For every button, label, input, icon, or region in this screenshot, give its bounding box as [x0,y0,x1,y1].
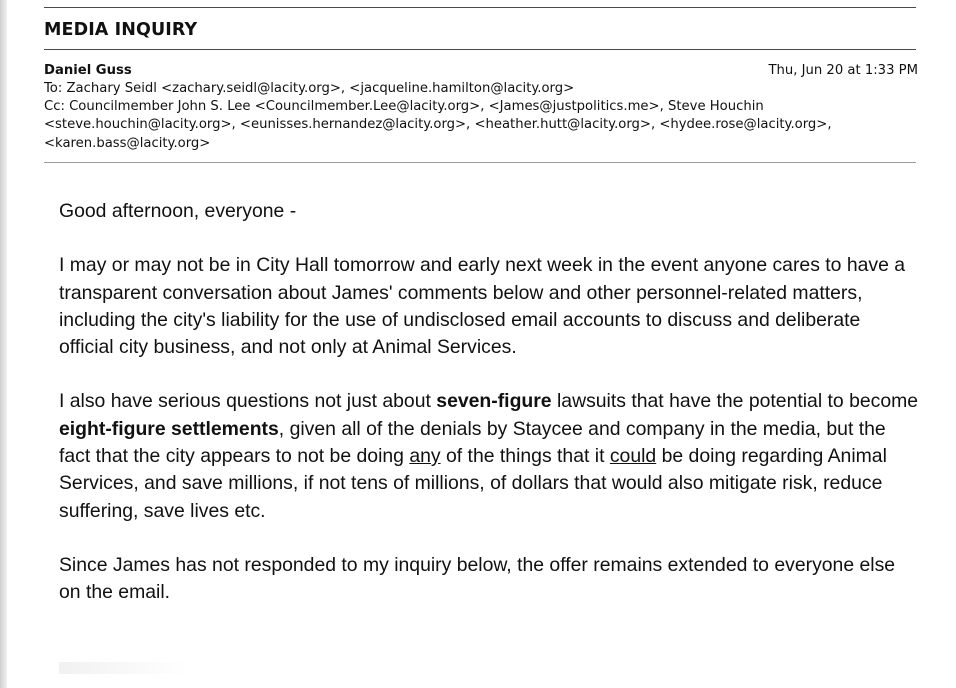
p2-text-4: of the things that it [440,445,610,468]
from-line [44,62,918,80]
subject-divider [44,49,916,50]
greeting: Good afternoon, everyone - [59,200,297,222]
email-body [59,198,919,634]
p2-text-2: lawsuits that have the potential to become [551,390,919,413]
p2-underline-2: could [609,445,657,468]
p2-text-5: be doing regarding Animal Services, and save millions, if not tens of millions, of dollars that would also mitigate risk, reduce suffering, save lives etc. [59,445,887,522]
email-subject: MEDIA INQUIRY [44,20,198,40]
p2-text-1: I also have serious questions not just about [59,390,437,413]
p2-text-3: , given all of the denials by Staycee and company in the media, but the fact that the city appears to not be doing [59,417,886,468]
email-header [44,62,918,153]
p2-bold-1: seven-figure [436,390,552,413]
cc-line-1: Cc: Councilmember John S. Lee <Councilmember.Lee@lacity.org>, <James@justpolitics.me>, Steve Houchin [44,99,764,115]
page-shadow-edge [0,0,7,688]
top-divider [44,7,916,8]
sender-name: Daniel Guss [44,63,132,78]
cropped-text-remnant [59,662,189,674]
paragraph-3: Since James has not responded to my inquiry below, the offer remains extended to everyone else on the email. [59,553,896,604]
sent-date: Thu, Jun 20 at 1:33 PM [768,63,918,78]
p2-bold-2: eight-figure settlements [59,417,279,440]
to-line: To: Zachary Seidl <zachary.seidl@lacity.org>, <jacqueline.hamilton@lacity.org> [44,81,575,96]
cc-line-3: <karen.bass@lacity.org> [44,135,211,151]
paragraph-2 [59,388,919,524]
paragraph-1: I may or may not be in City Hall tomorrow and early next week in the event anyone cares to have a transparent conversation about James' comments below and other personnel-related matters, including the city's liability for the use of undisclosed email accounts to discuss and deliberate official city business, and not only at Animal Services. [59,254,906,359]
cc-line-2: <steve.houchin@lacity.org>, <eunisses.hernandez@lacity.org>, <heather.hutt@lacity.org>, <hydee.rose@lacity.org>, [44,117,832,133]
header-divider [44,162,916,163]
p2-underline-1: any [409,445,441,468]
